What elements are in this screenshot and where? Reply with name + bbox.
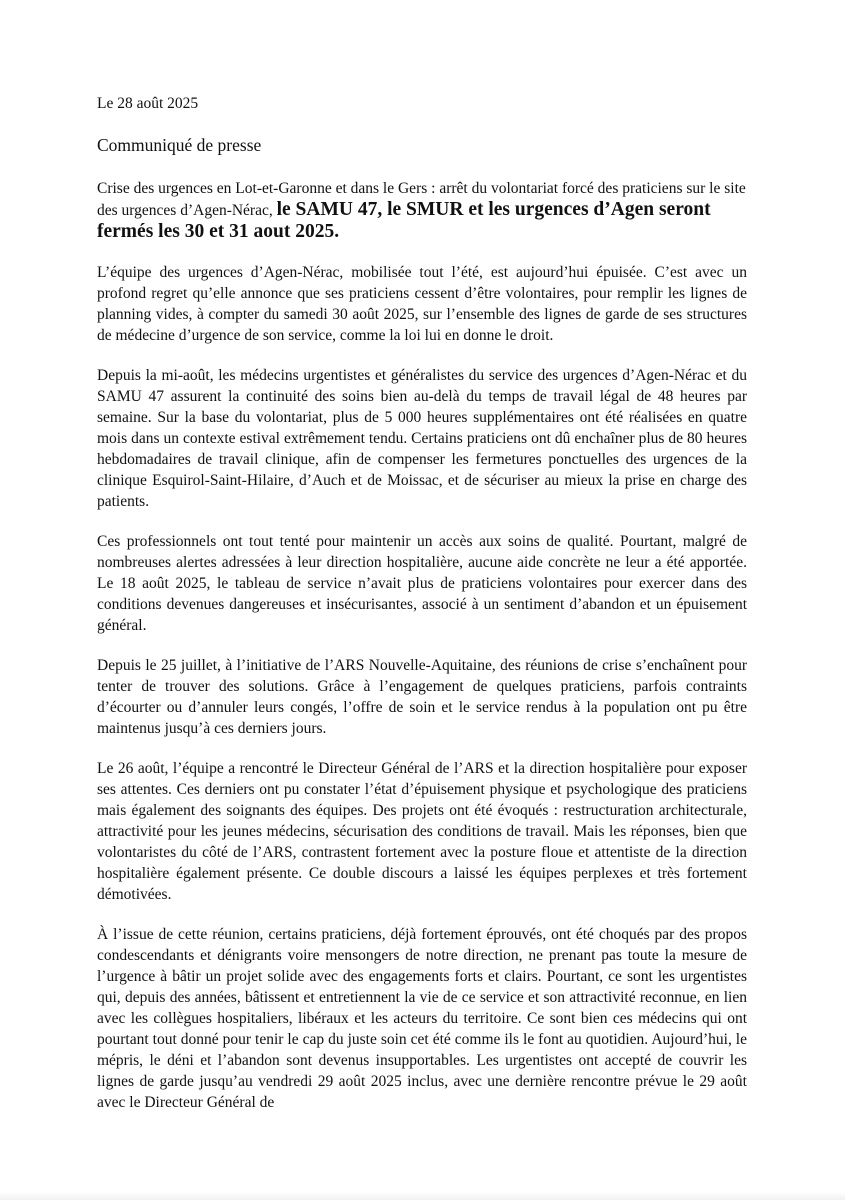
body-paragraph-3: Ces professionnels ont tout tenté pour maintenir un accès aux soins de qualité. Pourtant, malgré de nombreuses alertes adressées à leur direction hospitalière, aucune aide concrète ne leur a été apportée. Le 18 août 2025, le tableau de service n’avait plus de praticiens volontaires pour exercer dans des conditions devenues dangereuses et insécurisantes, associé à un sentiment d’abandon et un épuisement général. <box>97 533 747 634</box>
page-bottom-shadow <box>0 1192 845 1200</box>
body-paragraph-2: Depuis la mi-août, les médecins urgentistes et généralistes du service des urgences d’Agen-Nérac et du SAMU 47 assurent la continuité des soins bien au-delà du temps de travail légal de 48 heures par semaine. Sur la base du volontariat, plus de 5 000 heures supplémentaires ont été réalisées en quatre mois dans un contexte estival extrêmement tendu. Certains praticiens ont dû enchaîner plus de 80 heures hebdomadaires de travail clinique, afin de compenser les fermetures ponctuelles des urgences de la clinique Esquirol-Saint-Hilaire, d’Auch et de Moissac, et de sécuriser au mieux la prise en charge des patients. <box>97 367 747 510</box>
headline-plain-text: Crise des urgences en Lot-et-Garonne et dans le Gers : arrêt du volontariat forcé des praticiens sur le site des urgences d’Agen-Nérac, <box>97 180 746 219</box>
headline-paragraph <box>97 178 747 243</box>
body-paragraph-4: Depuis le 25 juillet, à l’initiative de l’ARS Nouvelle-Aquitaine, des réunions de crise s’enchaînent pour tenter de trouver des solutions. Grâce à l’engagement de quelques praticiens, parfois contraints d’écourter ou d’annuler leurs congés, l’offre de soin et le service rendus à la population ont pu être maintenus jusqu’à ces derniers jours. <box>97 657 747 737</box>
body-paragraph-5: Le 26 août, l’équipe a rencontré le Directeur Général de l’ARS et la direction hospitalière pour exposer ses attentes. Ces derniers ont pu constater l’état d’épuisement physique et psychologique des praticiens mais également des soignants des équipes. Des projets ont été évoqués : restructuration architecturale, attractivité pour les jeunes médecins, sécurisation des conditions de travail. Mais les réponses, bien que volontaristes du côté de l’ARS, contrastent fortement avec la posture floue et attentiste de la direction hospitalière également présente. Ce double discours a laissé les équipes perplexes et très fortement démotivées. <box>97 760 747 903</box>
document-content <box>97 94 747 1113</box>
headline-bold-text: le SAMU 47, le SMUR et les urgences d’Agen seront fermés les 30 et 31 aout 2025. <box>97 199 711 242</box>
document-date: Le 28 août 2025 <box>97 95 199 112</box>
document-subject: Communiqué de presse <box>97 135 262 155</box>
body-paragraph-1: L’équipe des urgences d’Agen-Nérac, mobilisée tout l’été, est aujourd’hui épuisée. C’est avec un profond regret qu’elle annonce que ses praticiens cessent d’être volontaires, pour remplir les lignes de planning vides, à compter du samedi 30 août 2025, sur l’ensemble des lignes de garde de ses structures de médecine d’urgence de son service, comme la loi lui en donne le droit. <box>97 264 747 344</box>
body-paragraph-6: À l’issue de cette réunion, certains praticiens, déjà fortement éprouvés, ont été choqués par des propos condescendants et dénigrants voire mensongers de notre direction, ne prenant pas toute la mesure de l’urgence à bâtir un projet solide avec des engagements forts et clairs. Pourtant, ce sont les urgentistes qui, depuis des années, bâtissent et entretiennent la vie de ce service et son attractivité reconnue, en lien avec les collègues hospitaliers, libéraux et les acteurs du territoire. Ce sont bien ces médecins qui ont pourtant tout donné pour tenir le cap du juste soin cet été comme ils le font au quotidien. Aujourd’hui, le mépris, le déni et l’abandon sont devenus insupportables. Les urgentistes ont accepté de couvrir les lignes de garde jusqu’au vendredi 29 août 2025 inclus, avec une dernière rencontre prévue le 29 août avec le Directeur Général de <box>97 926 747 1111</box>
